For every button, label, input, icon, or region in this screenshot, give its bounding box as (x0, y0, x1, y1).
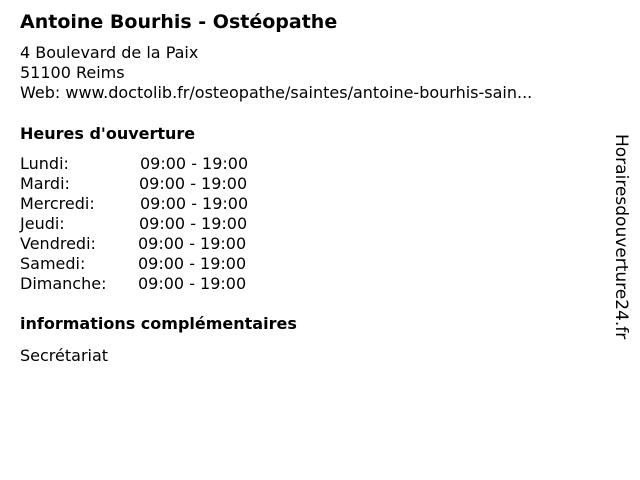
time-range: 09:00 - 19:00 (139, 174, 248, 193)
hours-row-wednesday (20, 194, 280, 214)
additional-info-text: Secrétariat (20, 346, 109, 365)
hours-row-monday (20, 154, 280, 174)
address-block (20, 43, 532, 103)
hours-row-sunday (20, 274, 280, 294)
additional-info-heading: informations complémentaires (20, 314, 297, 333)
website-link[interactable]: Web: www.doctolib.fr/osteopathe/saintes/antoine-bourhis-sain... (20, 83, 533, 102)
site-watermark-label: Horairesdouverture24.fr (611, 134, 631, 340)
day-label: Vendredi: (20, 234, 96, 253)
address-street: 4 Boulevard de la Paix (20, 43, 199, 62)
day-label: Mardi: (20, 174, 70, 193)
time-range: 09:00 - 19:00 (138, 254, 247, 273)
opening-hours-list (20, 154, 280, 294)
day-label: Samedi: (20, 254, 86, 273)
hours-row-tuesday (20, 174, 280, 194)
time-range: 09:00 - 19:00 (140, 194, 249, 213)
time-range: 09:00 - 19:00 (138, 274, 247, 293)
day-label: Lundi: (20, 154, 69, 173)
hours-row-thursday (20, 214, 280, 234)
day-label: Mercredi: (20, 194, 95, 213)
day-label: Dimanche: (20, 274, 107, 293)
time-range: 09:00 - 19:00 (140, 154, 249, 173)
page-title: Antoine Bourhis - Ostéopathe (20, 11, 338, 33)
time-range: 09:00 - 19:00 (138, 234, 247, 253)
hours-row-saturday (20, 254, 280, 274)
address-city: 51100 Reims (20, 63, 125, 82)
day-label: Jeudi: (20, 214, 65, 233)
hours-row-friday (20, 234, 280, 254)
time-range: 09:00 - 19:00 (139, 214, 248, 233)
opening-hours-heading: Heures d'ouverture (20, 124, 196, 143)
